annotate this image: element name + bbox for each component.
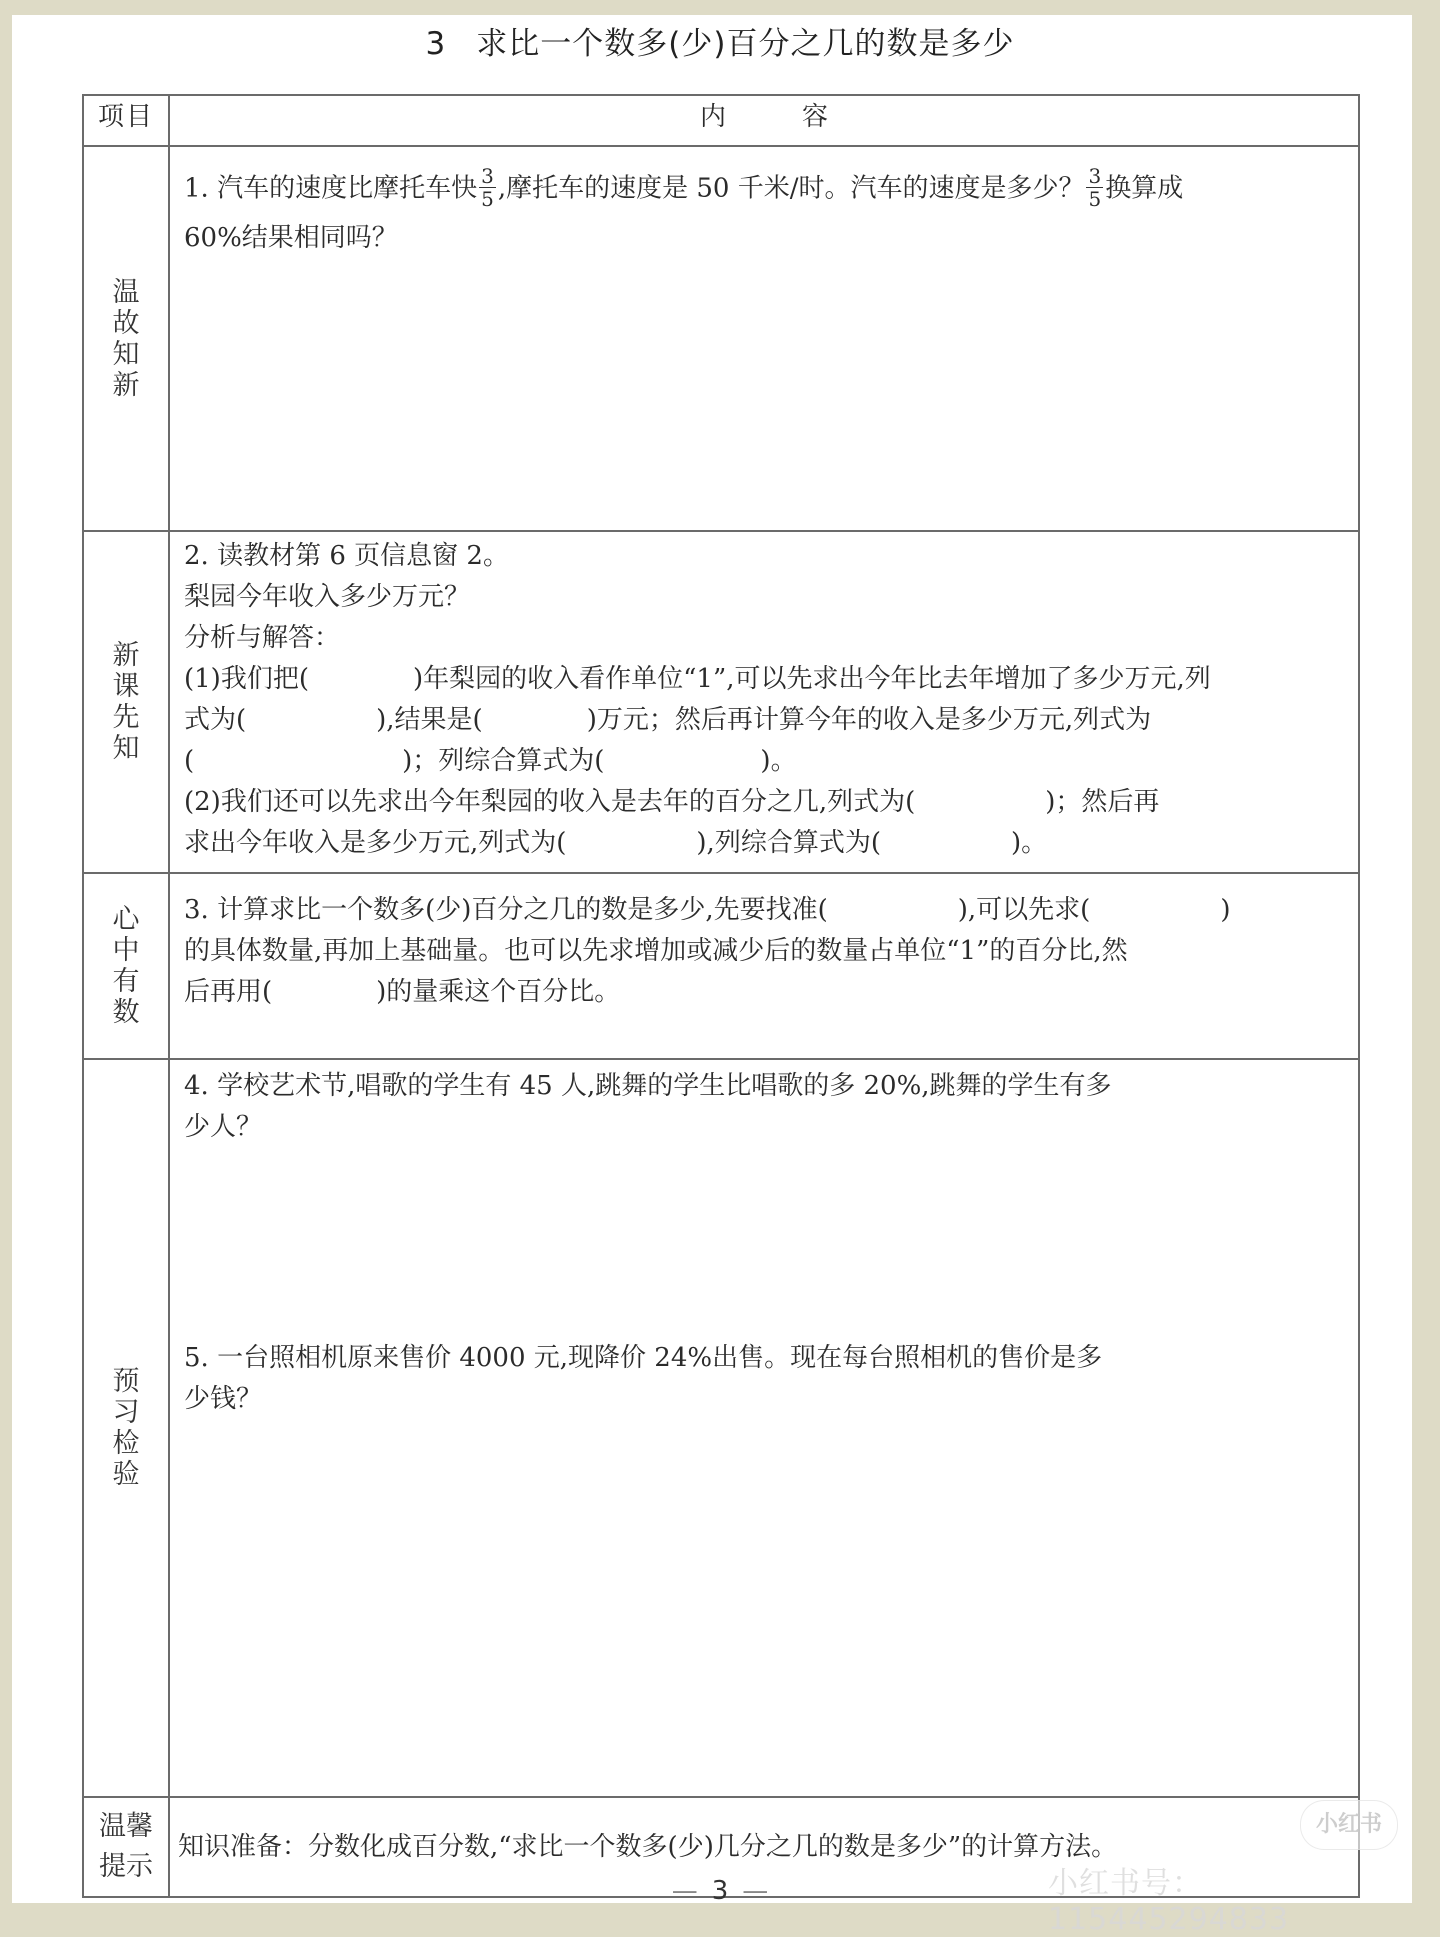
question-4: 4. 学校艺术节,唱歌的学生有 45 人,跳舞的学生比唱歌的多 20%,跳舞的学生有多 少人？ xyxy=(184,1071,1112,1142)
question-3: 3. 计算求比一个数多(少)百分之几的数是多少,先要找准( ),可以先求( ) 的具体数量,再加上基础量。也可以先求增加或减少后的数量占单位“1”的百分比,然 后再用( )的量乘这个百分比。 xyxy=(169,873,1359,1059)
question-1: 1. 汽车的速度比摩托车快 $\frac{3}{5}$ ,摩托车的速度是 50 千米/时。汽车的速度是多少？ $\frac{3}{5}$ 换算成 60%结果相同吗？ xyxy=(169,146,1359,531)
row-label-summary: 心中有数 xyxy=(83,873,169,1059)
row-label-preview: 新课先知 xyxy=(83,531,169,873)
watermark-id: 小红书号：115445294833 xyxy=(1048,1866,1290,1937)
fill-blank-line[interactable]: 求出今年收入是多少万元,列式为( ),列综合算式为( )。 xyxy=(184,828,1048,858)
question-2: 2. 读教材第 6 页信息窗 2。 梨园今年收入多少万元？ 分析与解答： (1)我们把( )年梨园的收入看作单位“1”,可以先求出今年比去年增加了多少万元,列 式为( ),结果是( )万元；然后再计算今年的收入是多少万元,列式为 ( )；列综合算式为( )。 (2)我们还可以先求出今年梨园的收入是去年的百分之几,列式为( )；然后再 求出今年收入是多少万元,列式为( ),列综合算式为( )。 xyxy=(169,531,1359,873)
answer-space[interactable] xyxy=(184,259,1344,499)
worksheet-table xyxy=(82,94,1360,1898)
fraction-3-5: $\frac{3}{5}$ xyxy=(1088,164,1102,211)
fill-blank-line[interactable]: (1)我们把( )年梨园的收入看作单位“1”,可以先求出今年比去年增加了多少万元,列 xyxy=(184,664,1211,694)
question-5: 5. 一台照相机原来售价 4000 元,现降价 24%出售。现在每台照相机的售价是多 少钱？ xyxy=(184,1343,1103,1414)
fill-blank-line[interactable]: (2)我们还可以先求出今年梨园的收入是去年的百分之几,列式为( )；然后再 xyxy=(184,787,1160,817)
fill-blank-line[interactable]: 后再用( )的量乘这个百分比。 xyxy=(184,977,621,1007)
answer-space[interactable] xyxy=(184,1420,1344,1750)
lesson-title: 求比一个数多(少)百分之几的数是多少 xyxy=(476,26,1015,62)
header-item-label: 项目 xyxy=(83,95,169,146)
row-label-check: 预习检验 xyxy=(83,1059,169,1797)
header-content-label: 内容 xyxy=(169,95,1359,146)
row-label-tips: 温馨提示 xyxy=(83,1797,169,1897)
tip-text: 知识准备：分数化成百分数,“求比一个数多(少)几分之几的数是多少”的计算方法。 xyxy=(169,1797,1359,1897)
table-row-preview xyxy=(83,531,1359,873)
fill-blank-line[interactable]: 3. 计算求比一个数多(少)百分之几的数是多少,先要找准( ),可以先求( ) xyxy=(184,895,1231,925)
row-label-review: 温故知新 xyxy=(83,146,169,531)
watermark-logo: 小红书 xyxy=(1300,1800,1398,1850)
table-row-review xyxy=(83,146,1359,531)
table-header-row xyxy=(83,95,1359,146)
page-title xyxy=(0,18,1440,63)
table-row-summary xyxy=(83,873,1359,1059)
table-row-check xyxy=(83,1059,1359,1797)
fraction-3-5: $\frac{3}{5}$ xyxy=(481,164,494,211)
lesson-number: 3 xyxy=(425,26,447,62)
page-number: — 3 — xyxy=(671,1876,769,1906)
fill-blank-line[interactable]: 式为( ),结果是( )万元；然后再计算今年的收入是多少万元,列式为 xyxy=(184,705,1152,735)
questions-4-5 xyxy=(169,1059,1359,1797)
fill-blank-line[interactable]: ( )；列综合算式为( )。 xyxy=(184,746,797,776)
